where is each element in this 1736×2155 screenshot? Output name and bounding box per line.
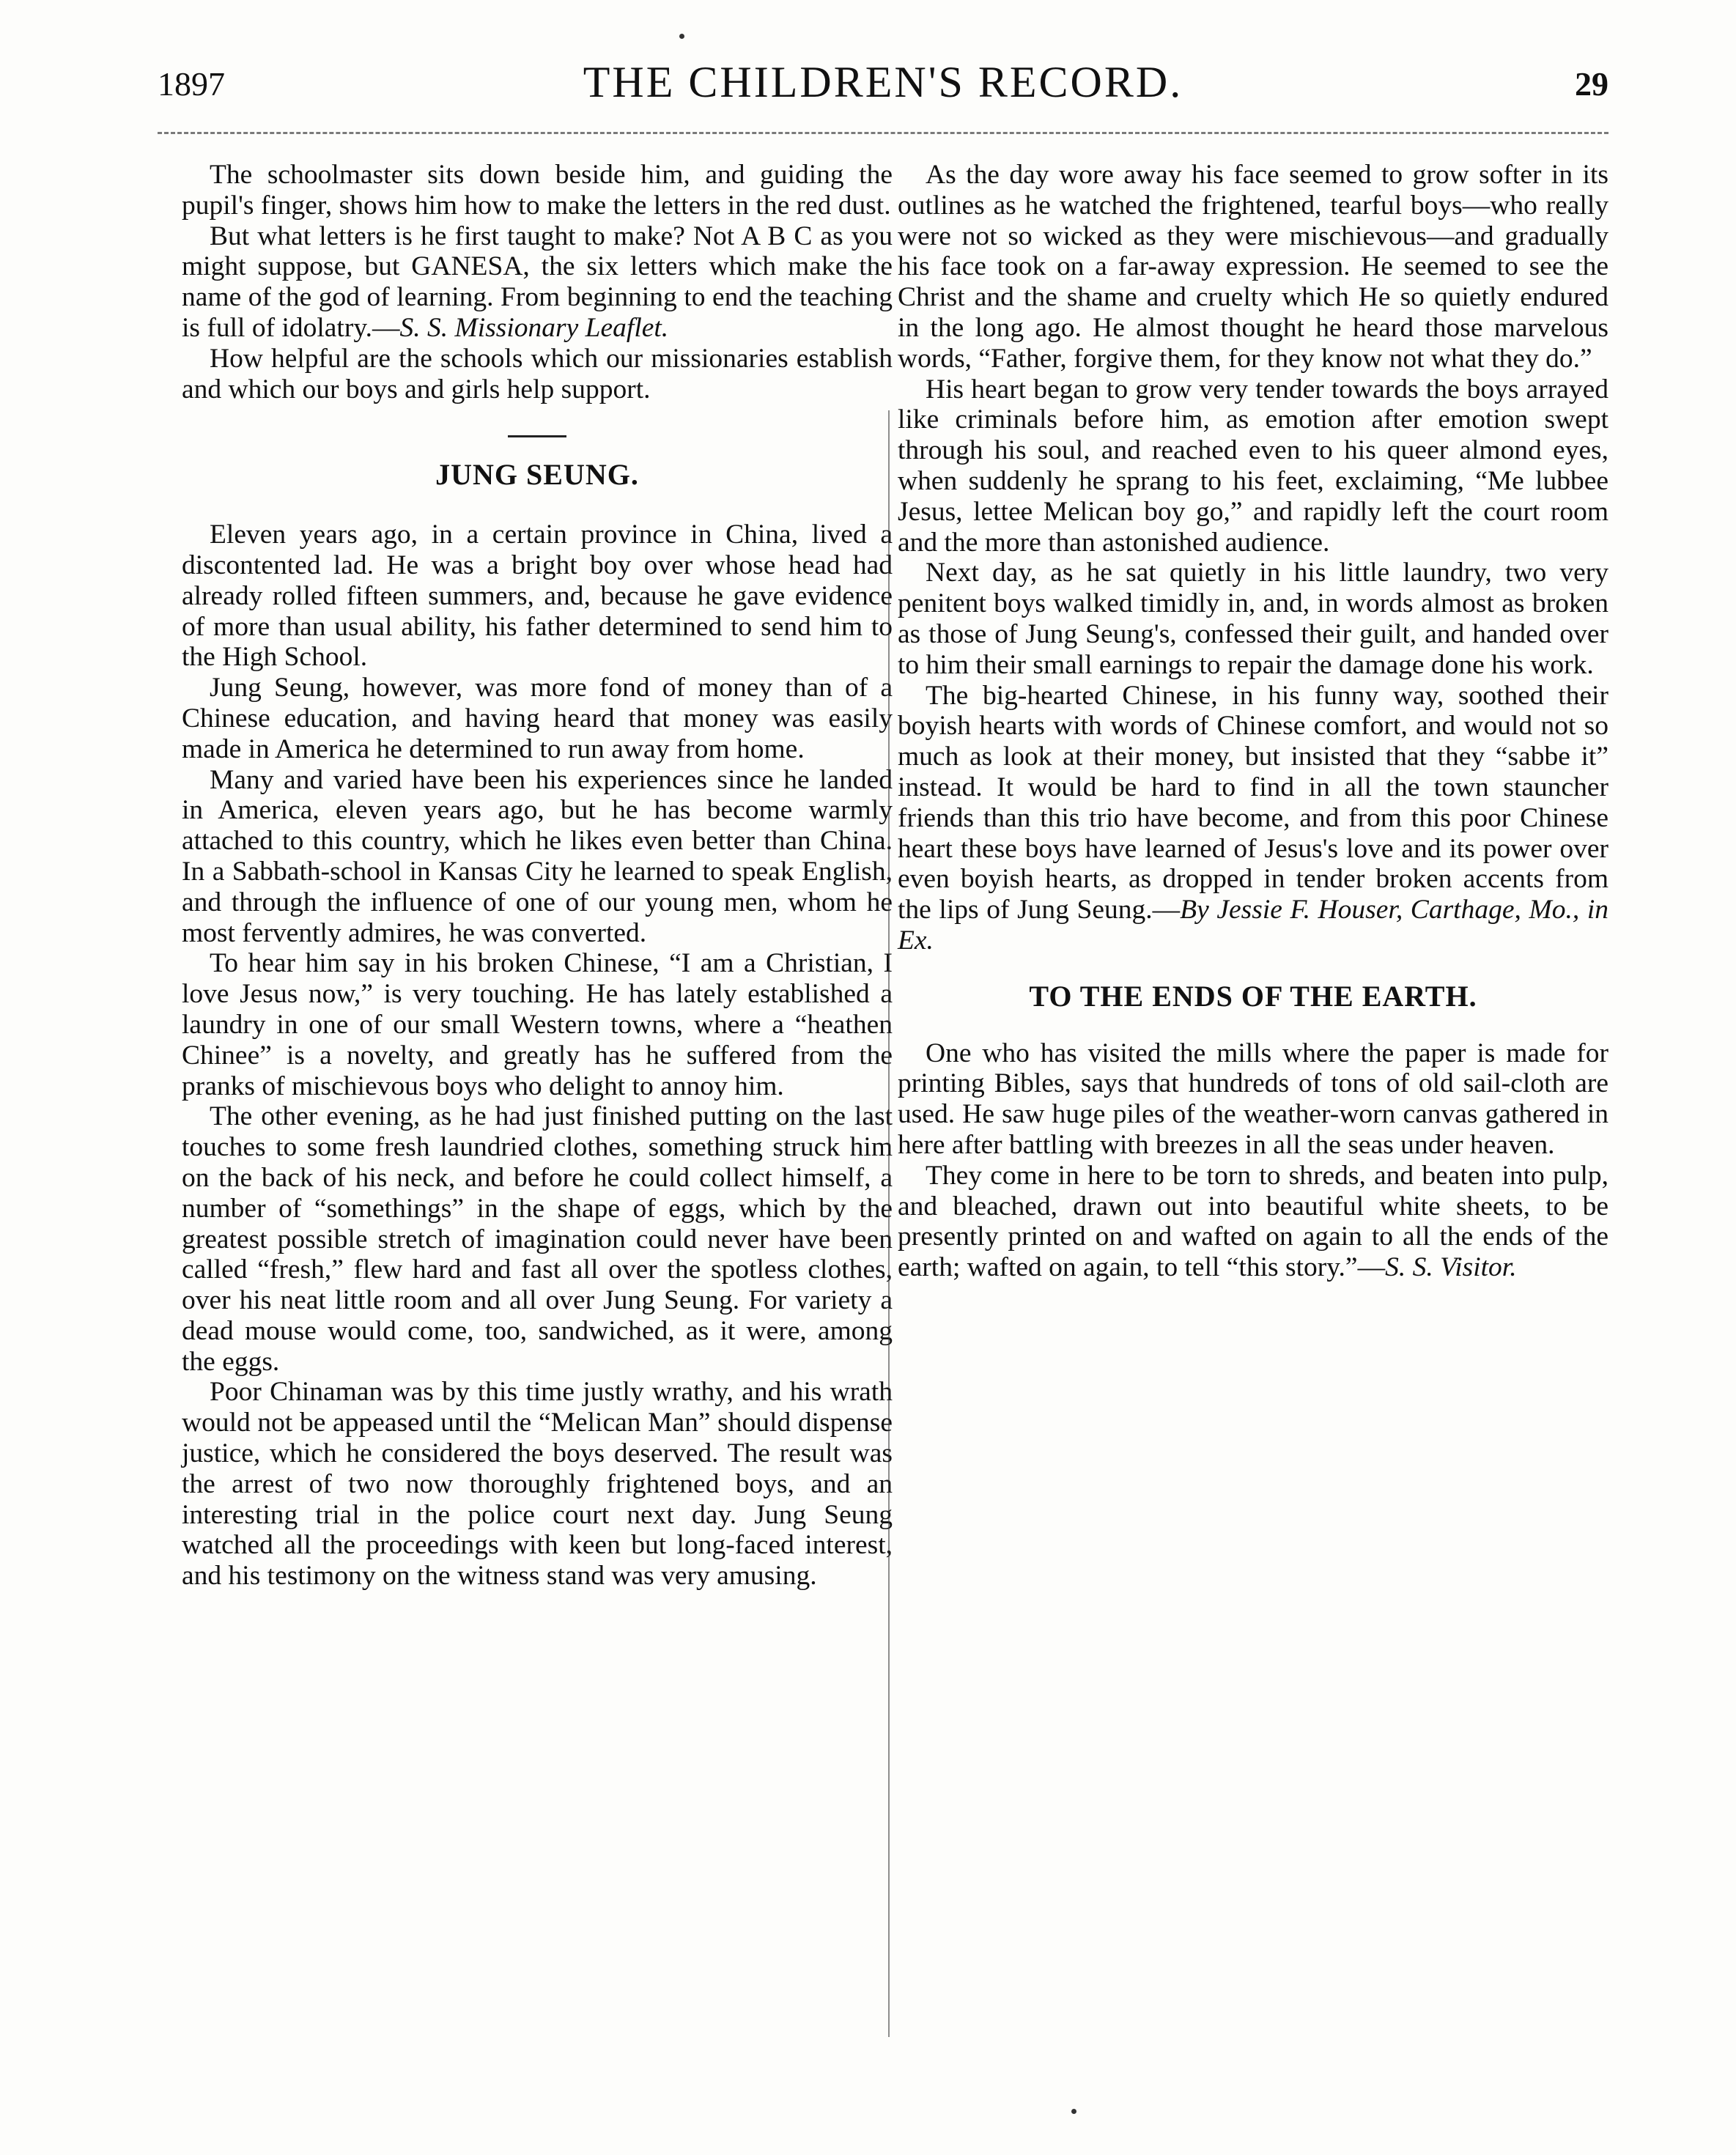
article-paragraph: To hear him say in his broken Chinese, “I am a Christian, I love Jesus now,” is very touching. He has lately established a laundry in one of our small Western towns, where a “heathen Chinee” is a novelty, and greatly has he suffered from the pranks of mischievous boys who delight to annoy him.: [182, 948, 893, 1101]
intro-paragraph: [182, 221, 893, 344]
section-separator: [508, 435, 566, 437]
header-page-number: 29: [1575, 65, 1608, 103]
header-year: 1897: [158, 65, 225, 103]
intro-paragraph: How helpful are the schools which our missionaries establish and which our boys and girls help support.: [182, 343, 893, 404]
page-header: [158, 57, 1608, 116]
article-paragraph: [898, 681, 1608, 956]
left-column: [182, 160, 893, 1592]
header-rule: [158, 132, 1608, 134]
article-paragraph: His heart began to grow very tender towards the boys arrayed like criminals before him, as emotion after emotion swept through his soul, and reached even to his queer almond eyes, when suddenly he sprang to his feet, exclaiming, “Me lubbee Jesus, lettee Melican boy go,” and rapidly left the court room and the more than astonished audience.: [898, 374, 1608, 558]
article-paragraph: As the day wore away his face seemed to grow softer in its outlines as he watched the frightened, tearful boys—who really were not so wicked as they were mischievous—and gradually his face took on a far-away expression. He seemed to see the Christ and the shame and cruelty which He so quietly endured in the long ago. He almost thought he heard those marvelous words, “Father, forgive them, for they know not what they do.”: [898, 160, 1608, 374]
right-column: [898, 160, 1608, 1283]
print-speck: [679, 34, 684, 39]
intro-paragraph: The schoolmaster sits down beside him, and guiding the pupil's finger, shows him how to make the letters in the red dust.: [182, 160, 893, 221]
article-text: The big-hearted Chinese, in his funny way, soothed their boyish hearts with words of Chinese comfort, and would not so much as look at their money, but insisted that they “sabbe it” instead. It would be hard to find in all the town stauncher friends than this trio have become, and from this poor Chinese heart these boys have learned of Jesus's love and its power over even boyish hearts, as dropped in tender broken accents from the lips of Jung Seung.—: [898, 680, 1608, 925]
article-text: They come in here to be torn to shreds, and beaten into pulp, and bleached, drawn out into beautiful white sheets, to be presently printed on and wafted on again to all the ends of the earth; wafted on again, to tell “this story.”—: [898, 1160, 1608, 1283]
article-paragraph: Poor Chinaman was by this time justly wrathy, and his wrath would not be appeased until the “Melican Man” should dispense justice, which he considered the boys deserved. The result was the arrest of two now thoroughly frightened boys, and an interesting trial in the police court next day. Jung Seung watched all the proceedings with keen but long-faced interest, and his testimony on the witness stand was very amusing.: [182, 1377, 893, 1592]
article-source: S. S. Visitor.: [1385, 1252, 1517, 1283]
header-title: THE CHILDREN'S RECORD.: [583, 58, 1183, 106]
article-heading: TO THE ENDS OF THE EARTH.: [1029, 979, 1477, 1013]
article-paragraph: Next day, as he sat quietly in his little laundry, two very penitent boys walked timidly in, and, in words almost as broken as those of Jung Seung's, confessed their guilt, and handed over to him their small earnings to repair the damage done his work.: [898, 558, 1608, 680]
article-paragraph: Many and varied have been his experiences since he landed in America, eleven years ago, but he has become warmly attached to this country, which he likes even better than China. In a Sabbath-school in Kansas City he learned to speak English, and through the influence of one of our young men, whom he most fervently admires, he was converted.: [182, 764, 893, 948]
intro-source: S. S. Missionary Leaflet.: [399, 312, 669, 343]
print-speck: [1071, 2109, 1076, 2114]
article-paragraph: [898, 1161, 1608, 1283]
article-paragraph: Jung Seung, however, was more fond of money than of a Chinese education, and having heard that money was easily made in America he determined to run away from home.: [182, 673, 893, 764]
intro-text: But what letters is he first taught to make? Not A B C as you might suppose, but GANESA, the six letters which make the name of the god of learning. From beginning to end the teaching is full of idolatry.—: [182, 221, 893, 343]
article-paragraph: The other evening, as he had just finished putting on the last touches to some fresh laundried clothes, something struck him on the back of his neck, and before he could collect himself, a number of “somethings” in the shape of eggs, which by the greatest possible stretch of imagination could never have been called “fresh,” flew hard and fast all over the spotless clothes, over his neat little room and all over Jung Seung. For variety a dead mouse would come, too, sandwiched, as it were, among the eggs.: [182, 1101, 893, 1377]
column-rule: [888, 410, 890, 2037]
article-byline: By Jessie F. Houser, Carthage, Mo., in Ex.: [898, 895, 1608, 955]
article-heading: JUNG SEUNG.: [435, 458, 639, 492]
article-paragraph: One who has visited the mills where the paper is made for printing Bibles, says that hundreds of tons of old sail-cloth are used. He saw huge piles of the weather-worn canvas gathered in here after battling with breezes in all the seas under heaven.: [898, 1038, 1608, 1160]
article-paragraph: Eleven years ago, in a certain province in China, lived a discontented lad. He was a bright boy over whose head had already rolled fifteen summers, and, because he gave evidence of more than usual ability, his father determined to send him to the High School.: [182, 520, 893, 673]
